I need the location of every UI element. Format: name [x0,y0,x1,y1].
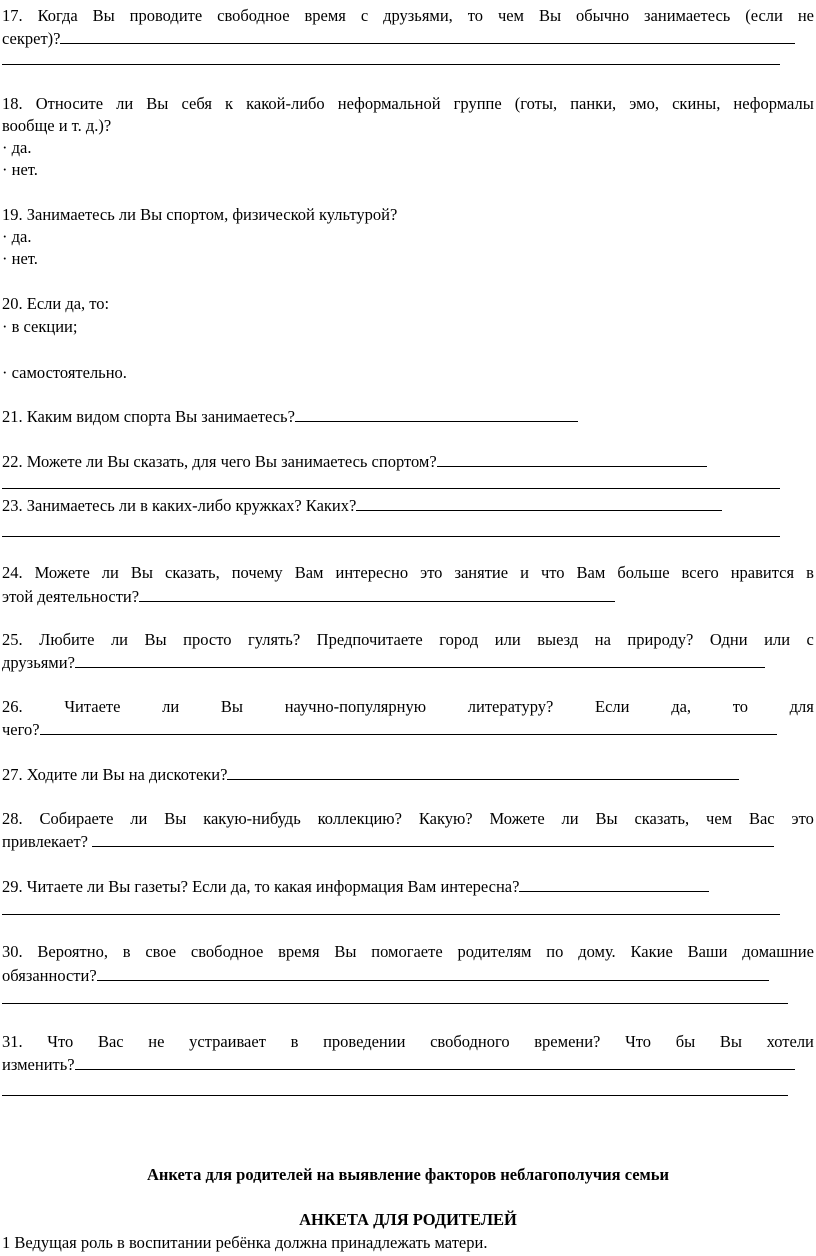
q20-option-section[interactable]: · в секции; [2,317,78,336]
word: просто [183,630,232,649]
word: Собираете [39,809,114,828]
q26-text: чего? [2,720,40,739]
word: неформальной [337,94,441,113]
word: Вы [130,563,153,582]
word: не [797,6,814,25]
answer-line[interactable] [2,1003,788,1004]
q24-text: этой деятельности? [2,587,140,606]
word: (если [745,6,783,25]
word: Одни [709,630,748,649]
word: это [791,809,814,828]
word: Относите [35,94,104,113]
word: Вы [144,630,167,649]
q17-line-2 [2,28,795,49]
word: (готы, [514,94,558,113]
word: по [546,942,564,961]
word: Вы [164,809,187,828]
word: город [439,630,479,649]
q30-line-2 [2,965,769,986]
answer-blank[interactable] [139,586,615,602]
word: друзьями, [383,6,453,25]
answer-line[interactable] [2,488,780,489]
answer-line[interactable] [2,1095,788,1096]
section-title: Анкета для родителей на выявление факторов неблагополучия семьи [146,1165,670,1184]
word: Какую? [418,809,473,828]
q30-text: обязанности? [2,966,97,985]
word: проводите [129,6,203,25]
word: Вы [595,809,618,828]
word: проведении [323,1032,406,1051]
word: ли [116,94,134,113]
word: Вы [538,6,562,25]
word: Любите [39,630,95,649]
q23-text: 23. Занимаетесь ли в каких-либо кружках? Каких? [2,496,357,515]
q24-line-1 [2,563,814,583]
word: то [732,697,748,716]
word: свободного [430,1032,510,1051]
q18-line-2: вообще и т. д.)? [2,116,112,135]
q25-text: друзьями? [2,653,75,672]
answer-line[interactable] [2,914,780,915]
q28-line-2 [2,831,774,852]
word: эмо, [629,94,660,113]
word: к [225,94,234,113]
word: Вас [748,809,775,828]
q22-line [2,451,707,472]
word: Если [595,697,630,716]
word: да, [671,697,692,716]
word: нравится [730,563,795,582]
word: в [122,942,131,961]
word: Вы [334,942,357,961]
answer-line[interactable] [2,64,780,65]
word: с [360,6,369,25]
q18-line-1 [2,94,814,114]
answer-blank[interactable] [60,28,795,44]
q26-line-1 [2,697,814,717]
word: 24. [2,563,23,582]
word: времени? [534,1032,601,1051]
word: обычно [575,6,630,25]
word: Читаете [64,697,121,716]
word: неформалы [733,94,814,113]
q20-option-self[interactable]: · самостоятельно. [2,363,127,382]
word: хотели [766,1032,814,1051]
q23-line [2,495,722,516]
word: 30. [2,942,23,961]
word: время [278,942,320,961]
answer-blank[interactable] [97,965,769,981]
word: устраивает [189,1032,266,1051]
word: скины, [672,94,721,113]
word: коллекцию? [317,809,402,828]
word: Вы [146,94,169,113]
q31-line-2 [2,1054,795,1075]
q29-text: 29. Читаете ли Вы газеты? Если да, то какая информация Вам интересна? [2,877,520,896]
q17-line-1 [2,6,814,26]
word: для [789,697,814,716]
word: 28. [2,809,23,828]
word: что [540,563,565,582]
q30-line-1 [2,942,814,962]
word: Вы [220,697,244,716]
q27-line [2,764,739,785]
word: выезд [537,630,579,649]
answer-blank[interactable] [40,719,777,735]
q31-text: изменить? [2,1055,75,1074]
word: Вы [719,1032,742,1051]
word: и [520,563,529,582]
word: чем [497,6,525,25]
word: литературу? [467,697,554,716]
word: Вас [97,1032,124,1051]
answer-blank[interactable] [295,406,578,422]
q28-text: привлекает? [2,832,93,851]
word: Что [47,1032,74,1051]
word: бы [675,1032,696,1051]
word: Вам [576,563,606,582]
word: Вам [294,563,324,582]
word: в [290,1032,299,1051]
word: домашние [742,942,814,961]
word: 18. [2,94,23,113]
word: какую-нибудь [203,809,301,828]
word: панки, [570,94,617,113]
word: или [764,630,791,649]
word: то [467,6,483,25]
word: почему [231,563,283,582]
word: интересно [335,563,409,582]
word: Можете [489,809,545,828]
word: Когда [37,6,78,25]
word: Какие [630,942,673,961]
word: Ваши [687,942,728,961]
q18-option-yes[interactable]: · да. [2,138,32,157]
word: с [806,630,814,649]
word: какой-либо [246,94,325,113]
q22-text: 22. Можете ли Вы сказать, для чего Вы занимаетесь спортом? [2,452,437,471]
word: сказать, [634,809,690,828]
answer-blank[interactable] [519,876,709,892]
word: ли [162,697,180,716]
word: свое [145,942,177,961]
q24-line-2 [2,586,615,607]
answer-blank[interactable] [437,451,707,467]
word: помогаете [371,942,443,961]
answer-blank[interactable] [92,831,774,847]
word: сказать, [165,563,220,582]
word: свободное [217,6,290,25]
q31-line-1 [2,1032,814,1052]
q21-line [2,406,578,427]
q25-line-2 [2,652,765,673]
word: на [594,630,611,649]
word: 26. [2,697,23,716]
q19-option-no[interactable]: · нет. [2,249,38,268]
q28-line-1 [2,809,814,829]
q29-line [2,876,709,897]
word: в [806,563,814,582]
word: не [148,1032,165,1051]
q25-line-1 [2,630,814,650]
word: ли [101,563,119,582]
word: ли [561,809,579,828]
word: это [420,563,443,582]
q26-line-2 [2,719,777,740]
word: всего [681,563,719,582]
word: Вы [92,6,115,25]
q27-text: 27. Ходите ли Вы на дискотеки? [2,765,228,784]
word: свободное [190,942,264,961]
word: группе [453,94,502,113]
word: занятие [454,563,509,582]
word: себя [181,94,212,113]
q19-option-yes[interactable]: · да. [2,227,32,246]
word: чем [706,809,733,828]
q19-question: 19. Занимаетесь ли Вы спортом, физической культурой? [2,205,398,224]
word: больше [617,563,670,582]
q17-text: секрет)? [2,29,61,48]
parent-statement-1: 1 Ведущая роль в воспитании ребёнка должна принадлежать матери. [2,1233,488,1252]
word: занимаетесь [644,6,731,25]
word: дому. [578,942,616,961]
q18-option-no[interactable]: · нет. [2,160,38,179]
word: ли [110,630,129,649]
word: Что [625,1032,652,1051]
word: 17. [2,6,23,25]
answer-blank[interactable] [75,1054,795,1070]
word: Можете [34,563,90,582]
word: время [304,6,346,25]
word: природу? [627,630,694,649]
word: научно-популярную [284,697,427,716]
answer-blank[interactable] [227,764,739,780]
word: или [494,630,521,649]
word: гулять? [247,630,301,649]
word: родителям [457,942,532,961]
answer-line[interactable] [2,536,780,537]
word: Предпочитаете [316,630,423,649]
word: ли [130,809,148,828]
word: 25. [2,630,23,649]
q20-question: 20. Если да, то: [2,294,110,313]
answer-blank[interactable] [356,495,722,511]
word: 31. [2,1032,23,1051]
q21-text: 21. Каким видом спорта Вы занимаетесь? [2,407,295,426]
word: Вероятно, [37,942,108,961]
answer-blank[interactable] [75,652,765,668]
form-title: АНКЕТА ДЛЯ РОДИТЕЛЕЙ [299,1210,517,1229]
